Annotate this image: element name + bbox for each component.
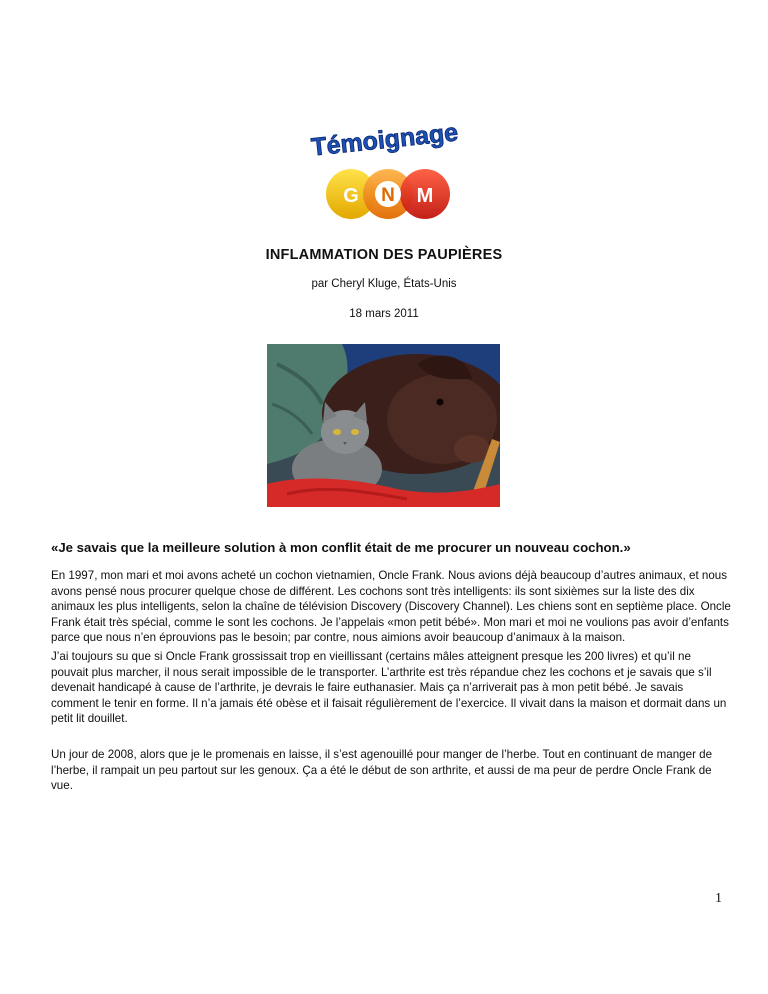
paragraph-1: En 1997, mon mari et moi avons acheté un cochon vietnamien, Oncle Frank. Nous avions déjà beaucoup d’autres animaux, et nous avons pensé nous procurer quelque chose de différent. Les cochons sont très intelligents: ils sont sixièmes sur la liste des dix animaux les plus intelligents, selon la chaîne de télévision Discovery (Discovery Channel). Les chiens sont en septième place. Oncle Frank était très spécial, comme le sont les cochons. Je l’appelais «mon petit bébé». Mon mari et moi ne voulions pas avoir d’enfants parce que nous n’en éprouvions pas le besoin; par contre, nous aimions avoir beaucoup d’animaux à la maison.: [51, 569, 731, 644]
paragraph-3: Un jour de 2008, alors que je le promenais en laisse, il s’est agenouillé pour manger de l’herbe. Tout en continuant de manger de l’herbe, il rampait un peu partout sur les genoux. Ça a été le début de son arthrite, et aussi de ma peur de perdre Oncle Frank de vue.: [51, 748, 713, 792]
article-date: 18 mars 2011: [349, 308, 419, 320]
logo-letter-n: N: [381, 185, 395, 206]
cat-and-pig-photo: [267, 344, 500, 507]
paragraph-2: J’ai toujours su que si Oncle Frank grossissait trop en vieillissant (certains mâles atteignent presque les 200 livres) et qu’il ne pouvait plus marcher, il nous serait impossible de le transporter. L’arthrite est très répandue chez les cochons et je savais que s’il devenait handicapé à cause de l’arthrite, je devrais le faire euthanasier. Mais ça n’arriverait pas à mon petit bébé. Je savais comment le tenir en forme. Il n’a jamais été obèse et il faisait régulièrement de l’exercice. Il vivait dans la maison et dormait dans un petit lit douillet.: [51, 650, 727, 725]
article-title: INFLAMMATION DES PAUPIÈRES: [265, 247, 503, 263]
page-number: 1: [715, 891, 722, 906]
article-byline: par Cheryl Kluge, États-Unis: [311, 278, 457, 290]
logo-word: Témoignage: [310, 118, 460, 162]
logo-letter-m: M: [416, 185, 434, 207]
pull-quote: «Je savais que la meilleure solution à mon conflit était de me procurer un nouveau cochon.»: [51, 540, 631, 555]
logo-letter-g: G: [343, 185, 359, 207]
temoignage-gnm-logo: [305, 98, 475, 223]
